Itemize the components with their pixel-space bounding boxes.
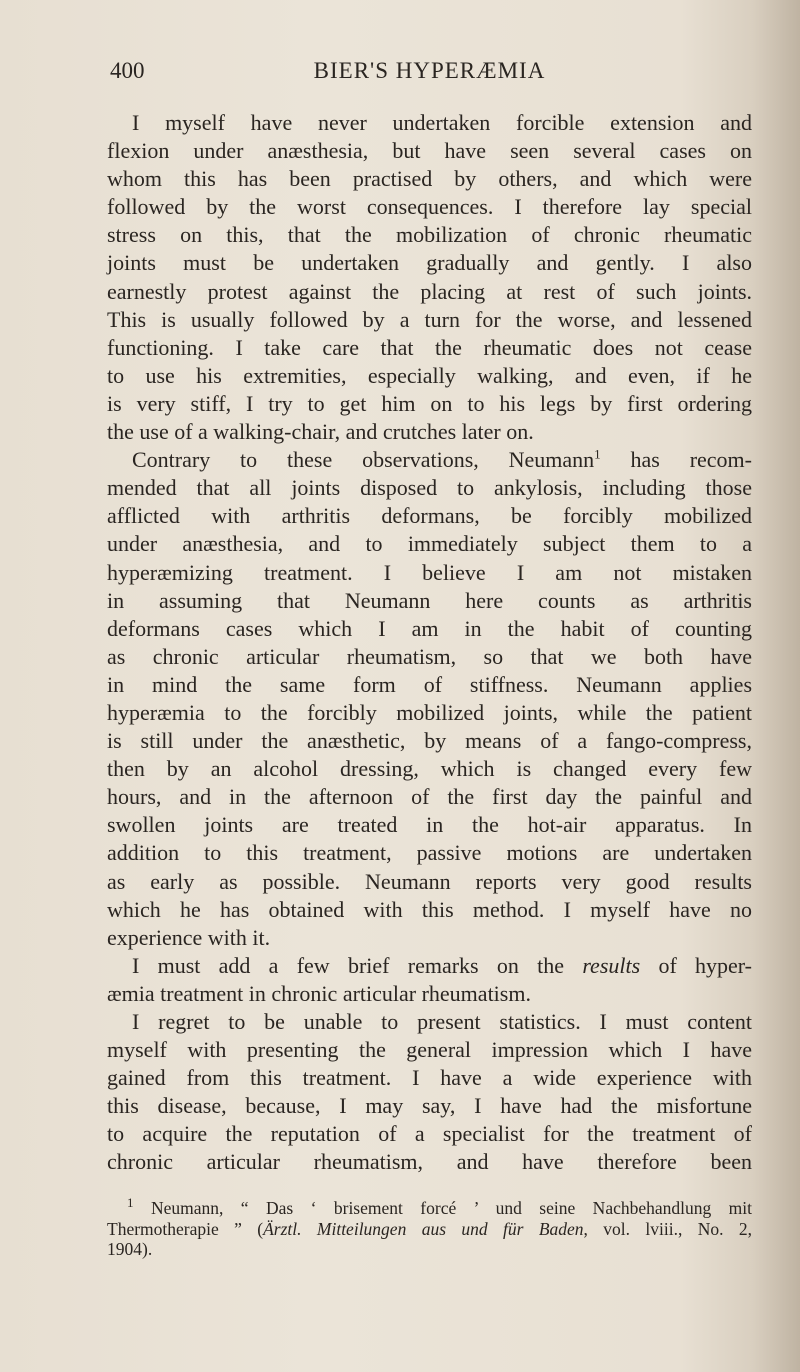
line-text: earnestly protest against the placing at rest of such joints. (107, 278, 752, 304)
line-text: as early as possible. Neumann reports very good results (107, 868, 752, 894)
line-text: stress on this, that the mobilization of chronic rheumatic (107, 222, 752, 248)
text-line (107, 446, 752, 474)
text-line (107, 502, 752, 530)
footnote-line (107, 1219, 752, 1240)
line-text: experience with it. (107, 924, 271, 950)
text-line (107, 839, 752, 867)
text-line (107, 474, 752, 502)
text-line (107, 1008, 752, 1036)
line-text: myself with presenting the general impression which I have (107, 1037, 752, 1063)
line-text: æmia treatment in chronic articular rheumatism. (107, 980, 531, 1006)
line-text: hyperæmia to the forcibly mobilized joints, while the patient (107, 699, 752, 725)
text-line (107, 896, 752, 924)
line-text: is still under the anæsthetic, by means of a fango-compress, (107, 728, 752, 754)
text-line (107, 1148, 752, 1176)
text-line (107, 1120, 752, 1148)
footnote (107, 1195, 753, 1260)
footnote-citation-title: Ärztl. Mitteilungen aus und für Baden (263, 1218, 584, 1239)
line-text: joints must be undertaken gradually and gently. I also (107, 250, 752, 276)
text-line (107, 137, 752, 165)
text-line (107, 727, 752, 755)
text-line (107, 783, 752, 811)
text-line (107, 755, 752, 783)
line-text: in assuming that Neumann here counts as arthritis (107, 587, 752, 613)
line-text: this disease, because, I may say, I have had the misfortune (107, 1093, 752, 1119)
text-line (107, 165, 752, 193)
text-line (107, 671, 752, 699)
line-text: the use of a walking-chair, and crutches later on. (107, 419, 534, 445)
text-line (107, 334, 752, 362)
line-text: I myself have never undertaken forcible extension and (132, 110, 752, 135)
line-text: is very stiff, I try to get him on to his legs by first ordering (107, 390, 752, 416)
text-line (107, 811, 752, 839)
line-text: whom this has been practised by others, and which were (107, 166, 752, 192)
footnote-text: 1904). (107, 1239, 153, 1259)
text-line (107, 362, 752, 390)
line-text: gained from this treatment. I have a wide experience with (107, 1065, 752, 1091)
line-text: deformans cases which I am in the habit of counting (107, 615, 752, 641)
line-text: Contrary to these observations, Neumann (132, 447, 595, 473)
line-text: under anæsthesia, and to immediately subject them to a (107, 531, 752, 557)
text-line (107, 278, 752, 306)
footnote-text: Thermotherapie ” ( (107, 1218, 264, 1239)
line-text: afflicted with arthritis deformans, be forcibly mobilized (107, 503, 752, 529)
text-line (107, 924, 752, 952)
line-text: I must add a few brief remarks on the (132, 952, 565, 978)
text-line (107, 1036, 752, 1064)
text-line (107, 699, 752, 727)
line-text: in mind the same form of stiffness. Neumann applies (107, 671, 752, 697)
line-text: which he has obtained with this method. I myself have no (107, 896, 752, 922)
footnote-marker: 1 (127, 1195, 134, 1211)
text-line (107, 221, 752, 249)
line-text: I regret to be unable to present statistics. I must content (132, 1009, 752, 1034)
line-text: functioning. I take care that the rheumatic does not cease (107, 334, 752, 360)
running-header (107, 58, 752, 88)
text-line (107, 418, 752, 446)
line-text: to acquire the reputation of a specialist for the treatment of (107, 1121, 752, 1147)
text-line (107, 249, 752, 277)
line-text: addition to this treatment, passive motions are undertaken (107, 840, 752, 866)
footnote-line (107, 1239, 752, 1260)
text-line (107, 193, 752, 221)
line-text: swollen joints are treated in the hot-air apparatus. In (107, 812, 752, 838)
text-line (107, 530, 752, 558)
line-text: then by an alcohol dressing, which is changed every few (107, 756, 752, 782)
text-line (107, 390, 752, 418)
line-text: has recom- (600, 447, 752, 473)
text-line (107, 615, 752, 643)
text-line (107, 643, 752, 671)
line-text: flexion under anæsthesia, but have seen several cases on (107, 138, 752, 164)
line-text: to use his extremities, especially walking, and even, if he (107, 362, 752, 388)
running-title: BIER'S HYPERÆMIA (313, 58, 546, 83)
line-text: hyperæmizing treatment. I believe I am not mistaken (107, 559, 752, 585)
text-line (107, 1092, 752, 1120)
line-text: chronic articular rheumatism, and have therefore been (107, 1149, 752, 1175)
line-text: as chronic articular rheumatism, so that we both have (107, 643, 752, 669)
emphasis-text: results (582, 952, 641, 978)
line-text: followed by the worst consequences. I therefore lay special (107, 194, 752, 220)
line-text: mended that all joints disposed to ankylosis, including those (107, 475, 752, 501)
text-line (107, 980, 752, 1008)
line-text: This is usually followed by a turn for the worse, and lessened (107, 306, 752, 332)
text-line (107, 1064, 752, 1092)
footnote-reference[interactable]: 1 (594, 446, 601, 462)
footnote-text: , vol. lviii., No. 2, (583, 1218, 752, 1239)
line-text: hours, and in the afternoon of the first day the painful and (107, 784, 752, 810)
page-number: 400 (110, 58, 145, 83)
footnote-line (107, 1195, 753, 1219)
text-line (107, 109, 752, 137)
text-line (107, 868, 752, 896)
text-line (107, 952, 752, 980)
text-line (107, 587, 752, 615)
footnote-text: Neumann, “ Das ‘ brisement forcé ’ und seine Nachbehandlung mit (150, 1198, 753, 1218)
line-text: of hyper- (640, 952, 753, 978)
text-line (107, 306, 752, 334)
text-line (107, 559, 752, 587)
body-text (107, 109, 752, 1177)
